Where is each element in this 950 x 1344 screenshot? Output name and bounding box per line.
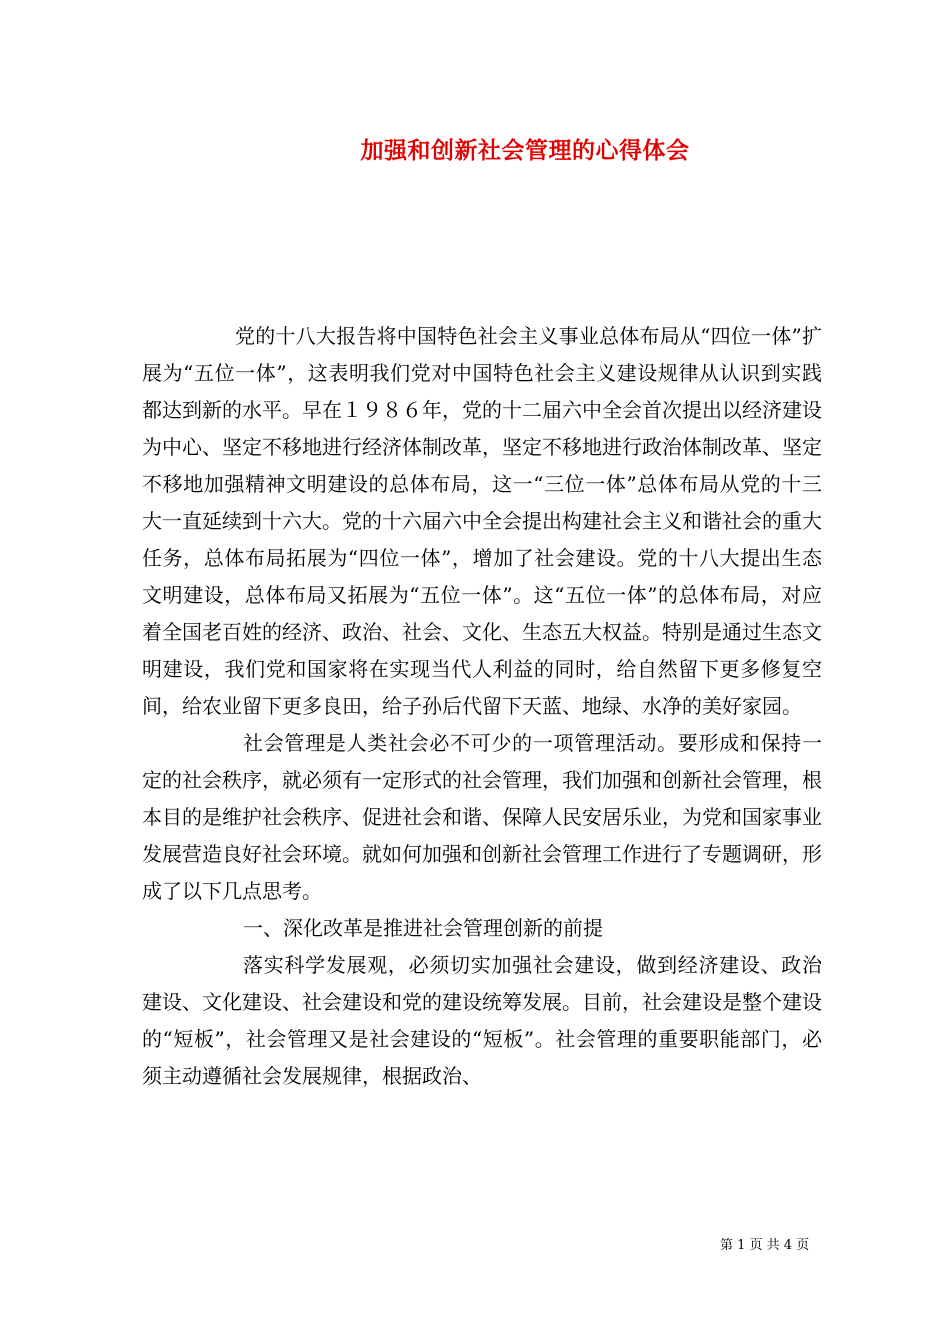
document-title: 加强和创新社会管理的心得体会 [360,137,690,164]
document-body [142,318,822,1095]
paragraph-2: 社会管理是人类社会必不可少的一项管理活动。要形成和保持一定的社会秩序，就必须有一定形式的社会管理，我们加强和创新社会管理，根本目的是维护社会秩序、促进社会和谐、保障人民安居乐业，为党和国家事业发展营造良好社会环境。就如何加强和创新社会管理工作进行了专题调研，形成了以下几点思考。 [142,731,822,903]
paragraph-3: 落实科学发展观，必须切实加强社会建设，做到经济建设、政治建设、文化建设、社会建设和党的建设统筹发展。目前，社会建设是整个建设的“短板”，社会管理又是社会建设的“短板”。社会管理的重要职能部门，必须主动遵循社会发展规律，根据政治、 [142,953,822,1088]
paragraph-1: 党的十八大报告将中国特色社会主义事业总体布局从“四位一体”扩展为“五位一体”，这表明我们党对中国特色社会主义建设规律从认识到实践都达到新的水平。早在１９８６年，党的十二届六中全会首次提出以经济建设为中心、坚定不移地进行经济体制改革，坚定不移地进行政治体制改革、坚定不移地加强精神文明建设的总体布局，这一“三位一体”总体布局从党的十三大一直延续到十六大。党的十六届六中全会提出构建社会主义和谐社会的重大任务，总体布局拓展为“四位一体”，增加了社会建设。党的十八大提出生态文明建设，总体布局又拓展为“五位一体”。这“五位一体”的总体布局，对应着全国老百姓的经济、政治、社会、文化、生态五大权益。特别是通过生态文明建设，我们党和国家将在实现当代人利益的同时，给自然留下更多修复空间，给农业留下更多良田，给子孙后代留下天蓝、地绿、水净的美好家园。 [142,324,822,718]
section-heading-1: 一、深化改革是推进社会管理创新的前提 [243,916,603,940]
page-footer: 第 1 页 共 4 页 [720,1238,810,1253]
